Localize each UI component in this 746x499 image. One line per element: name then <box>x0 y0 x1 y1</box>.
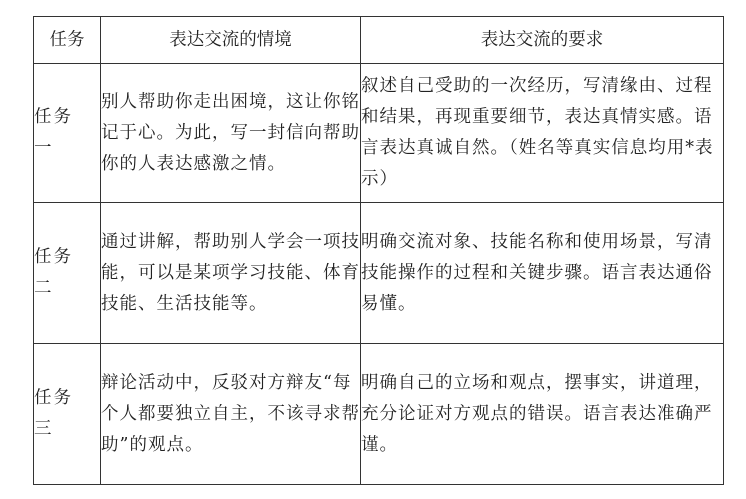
situation-cell <box>101 203 361 344</box>
requirement-cell <box>361 64 724 203</box>
task-name: 任务二 <box>34 247 73 298</box>
task-name: 任务三 <box>34 388 73 439</box>
table-header-row <box>34 17 724 64</box>
task-name-cell <box>34 344 101 485</box>
requirement-text: 明确交流对象、技能名称和使用场景，写清技能操作的过程和关键步骤。语言表达通俗易懂。 <box>361 231 713 314</box>
situation-text: 别人帮助你走出困境，这让你铭记于心。为此，写一封信向帮助你的人表达感激之情。 <box>101 91 360 174</box>
requirement-cell <box>361 344 724 485</box>
situation-text: 辩论活动中，反驳对方辩友“每个人都要独立自主，不该寻求帮助”的观点。 <box>101 372 360 455</box>
requirement-text: 叙述自己受助的一次经历，写清缘由、过程和结果，再现重要细节，表达真情实感。语言表达真诚自然。（姓名等真实信息均用*表示） <box>361 76 714 189</box>
header-task: 任务 <box>34 17 101 64</box>
task-name-cell <box>34 64 101 203</box>
task-name: 任务一 <box>34 107 73 158</box>
task-table <box>33 16 724 485</box>
table-row <box>34 203 724 344</box>
task-name-cell <box>34 203 101 344</box>
situation-text: 通过讲解，帮助别人学会一项技能，可以是某项学习技能、体育技能、生活技能等。 <box>101 231 360 314</box>
situation-cell <box>101 344 361 485</box>
header-requirement: 表达交流的要求 <box>361 17 724 64</box>
requirement-cell <box>361 203 724 344</box>
situation-cell <box>101 64 361 203</box>
header-situation: 表达交流的情境 <box>101 17 361 64</box>
requirement-text: 明确自己的立场和观点，摆事实，讲道理，充分论证对方观点的错误。语言表达准确严谨。 <box>361 372 713 455</box>
table-row <box>34 64 724 203</box>
table-row <box>34 344 724 485</box>
